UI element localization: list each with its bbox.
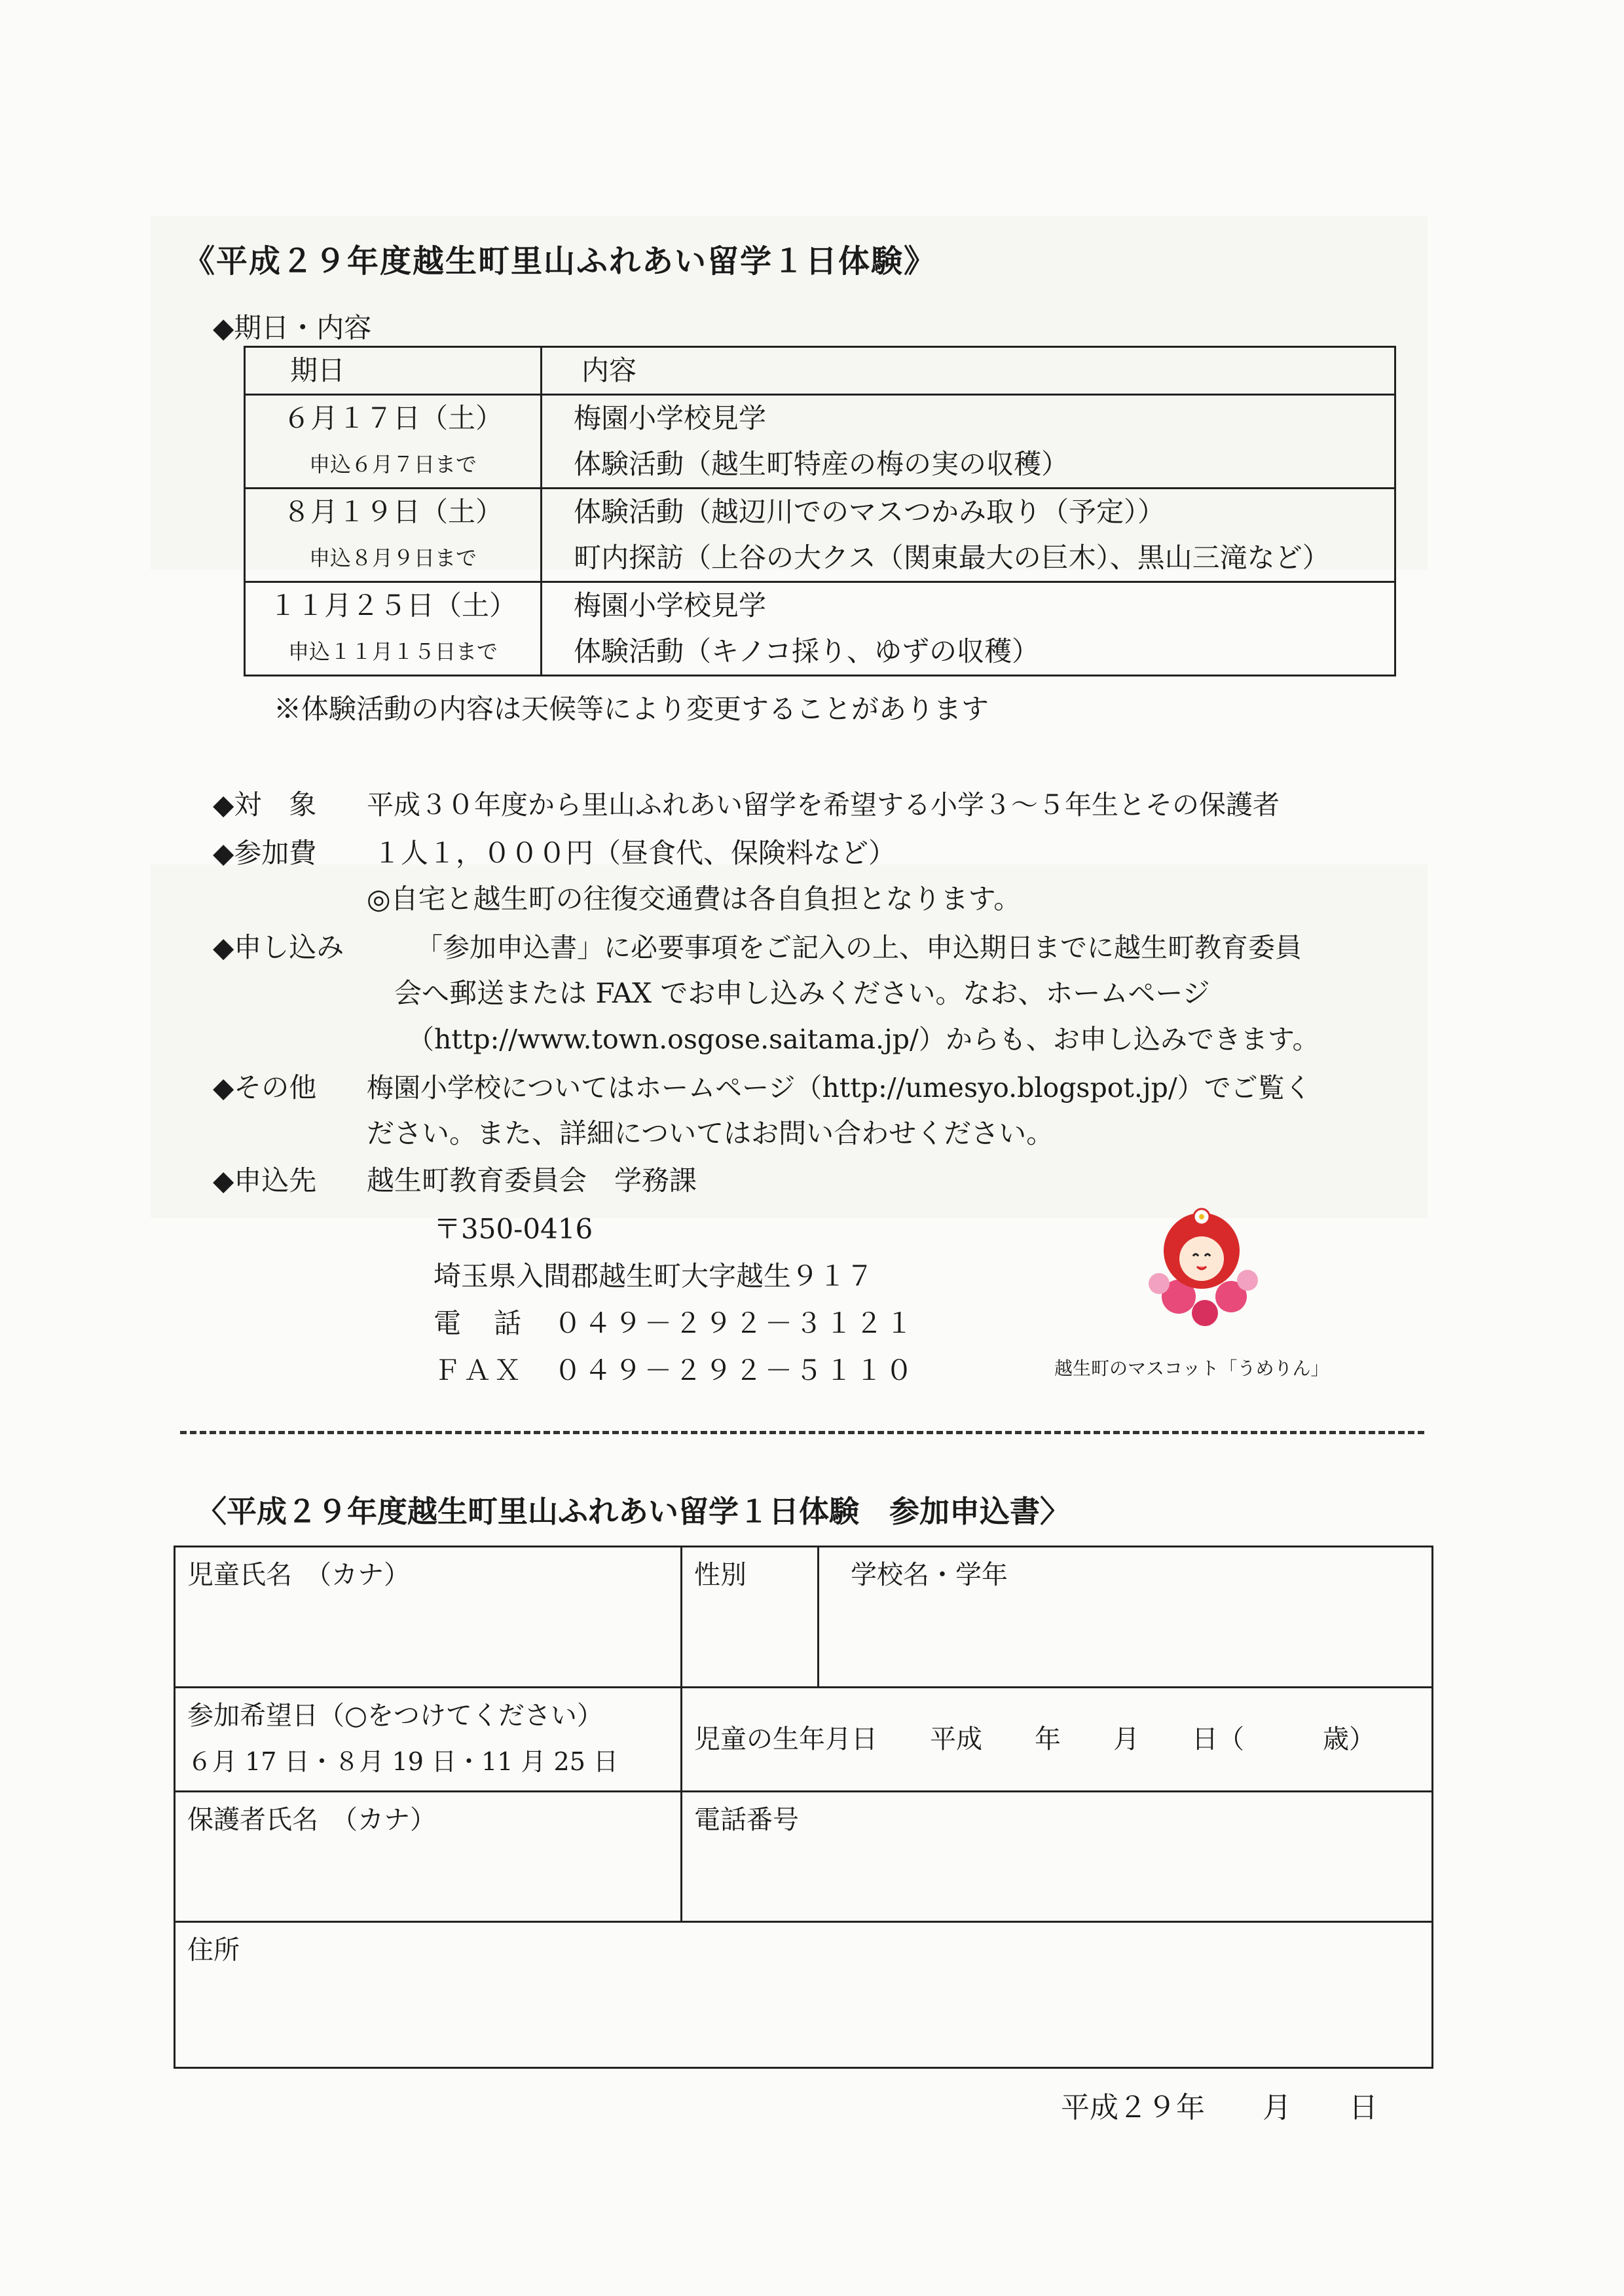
table-row: [245, 395, 1395, 489]
apply-line-1: 「参加申込書」に必要事項をご記入の上、申込期日までに越生町教育委員: [416, 932, 1302, 963]
fee-label: ◆参加費: [213, 837, 317, 869]
date-footer: 平成２９年 月 日: [1061, 2091, 1378, 2124]
target-value: 平成３０年度から里山ふれあい留学を希望する小学３～５年生とその保護者: [367, 789, 1280, 821]
apply-line-3: （http://www.town.osgose.saitama.jp/）からも、お申し込みできます。: [407, 1024, 1320, 1055]
header-date: 期日: [245, 347, 542, 395]
form-title: 〈平成２９年度越生町里山ふれあい留学１日体験 参加申込書〉: [196, 1494, 1070, 1529]
schedule-note: ※体験活動の内容は天候等により変更することがあります: [274, 693, 989, 725]
form-row: [175, 1792, 1433, 1922]
birthdate-field[interactable]: 児童の生年月日 平成 年 月 日（ 歳）: [682, 1688, 1433, 1792]
mascot-umerin-image: [1133, 1198, 1270, 1336]
dest-fax: ＦＡＸ ０４９－２９２－５１１０: [434, 1354, 916, 1386]
other-line-2: ださい。また、詳細についてはお問い合わせください。: [367, 1117, 1054, 1149]
gender-field[interactable]: 性別: [682, 1547, 819, 1688]
fee-note: ◎自宅と越生町の往復交通費は各自負担となります。: [367, 883, 1022, 915]
dest-tel: 電 話 ０４９－２９２－３１２１: [434, 1307, 916, 1339]
schedule-heading: ◆期日・内容: [213, 312, 372, 344]
header-content: 内容: [542, 347, 1395, 395]
table-row: [245, 582, 1395, 676]
content-cell: 梅園小学校見学 体験活動（越生町特産の梅の実の収穫）: [542, 395, 1395, 489]
table-header-row: [245, 347, 1395, 395]
cut-line: [180, 1431, 1424, 1434]
date-cell: ８月１９日（土） 申込８月９日まで: [245, 489, 542, 582]
apply-line-2: 会へ郵送または FAX でお申し込みください。なお、ホームページ: [394, 977, 1210, 1009]
other-label: ◆その他: [213, 1071, 317, 1103]
school-field[interactable]: 学校名・学年: [819, 1547, 1433, 1688]
dest-zip: 〒350-0416: [434, 1213, 593, 1245]
other-line-1: 梅園小学校についてはホームページ（http://umesyo.blogspot.jp/）でご覧く: [367, 1072, 1312, 1103]
dest-label: ◆申込先: [213, 1164, 317, 1196]
form-row: [175, 1922, 1433, 2068]
date-cell: １１月２５日（土） 申込１１月１５日まで: [245, 582, 542, 676]
address-field[interactable]: 住所: [175, 1922, 1433, 2068]
application-form: [174, 1546, 1433, 2069]
guardian-name-field[interactable]: 保護者氏名 （カナ）: [175, 1792, 682, 1922]
dest-org: 越生町教育委員会 学務課: [367, 1164, 697, 1196]
table-row: [245, 489, 1395, 582]
content-cell: 体験活動（越辺川でのマスつかみ取り（予定）） 町内探訪（上谷の大クス（関東最大の巨木）、黒山三滝など）: [542, 489, 1395, 582]
dates-field[interactable]: 参加希望日（○をつけてください） ６月 17 日・８月 19 日・11 月 25 日: [175, 1688, 682, 1792]
form-row: [175, 1688, 1433, 1792]
page-title: 《平成２９年度越生町里山ふれあい留学１日体験》: [183, 243, 937, 280]
fee-value: １人１，０００円（昼食代、保険料など）: [373, 837, 896, 869]
mascot-caption: 越生町のマスコット「うめりん」: [1054, 1358, 1329, 1379]
date-cell: ６月１７日（土） 申込６月７日まで: [245, 395, 542, 489]
phone-field[interactable]: 電話番号: [682, 1792, 1433, 1922]
dest-address: 埼玉県入間郡越生町大字越生９１７: [434, 1260, 874, 1292]
form-row: [175, 1547, 1433, 1688]
schedule-table: [244, 346, 1396, 676]
apply-label: ◆申し込み: [213, 931, 344, 963]
target-label: ◆対 象: [213, 788, 317, 821]
content-cell: 梅園小学校見学 体験活動（キノコ採り、ゆずの収穫）: [542, 582, 1395, 676]
child-name-field[interactable]: 児童氏名 （カナ）: [175, 1547, 682, 1688]
